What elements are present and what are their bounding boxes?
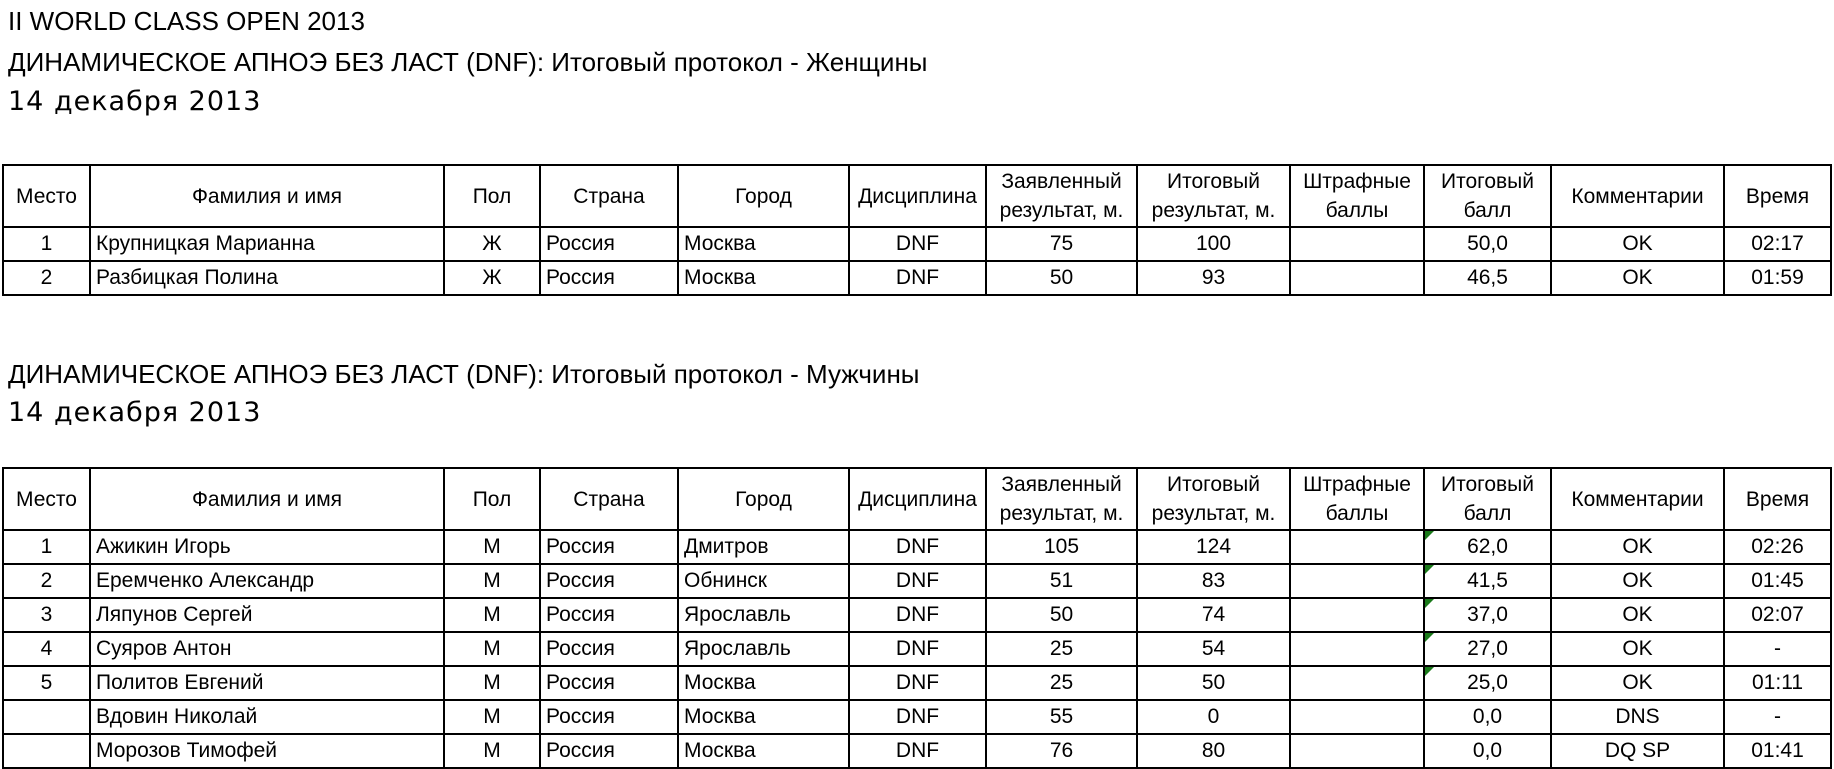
col-time: Время	[1724, 468, 1831, 530]
cell-comment: OK	[1551, 564, 1724, 598]
cell-discipline: DNF	[849, 564, 986, 598]
col-sex: Пол	[444, 165, 540, 227]
cell-sex: М	[444, 734, 540, 768]
col-penalty: Штрафные баллы	[1290, 468, 1424, 530]
cell-country: Россия	[540, 227, 678, 261]
cell-penalty	[1290, 700, 1424, 734]
cell-city: Москва	[678, 700, 849, 734]
cell-penalty	[1290, 734, 1424, 768]
cell-name: Крупницкая Марианна	[90, 227, 444, 261]
cell-comment: OK	[1551, 261, 1724, 295]
cell-comment: OK	[1551, 598, 1724, 632]
cell-name: Морозов Тимофей	[90, 734, 444, 768]
cell-final-result: 83	[1137, 564, 1290, 598]
cell-sex: М	[444, 564, 540, 598]
cell-declared-result: 50	[986, 598, 1137, 632]
cell-place: 5	[3, 666, 90, 700]
table-row	[3, 666, 1831, 700]
col-city: Город	[678, 468, 849, 530]
col-name: Фамилия и имя	[90, 165, 444, 227]
table-row	[3, 734, 1831, 768]
cell-place: 2	[3, 564, 90, 598]
cell-time: 01:41	[1724, 734, 1831, 768]
cell-place	[3, 734, 90, 768]
cell-time: 01:45	[1724, 564, 1831, 598]
col-points: Итоговый балл	[1424, 468, 1551, 530]
cell-sex: Ж	[444, 227, 540, 261]
men-protocol-date: 14 декабря 2013	[8, 397, 262, 428]
cell-penalty	[1290, 564, 1424, 598]
cell-comment: DQ SP	[1551, 734, 1724, 768]
cell-declared-result: 51	[986, 564, 1137, 598]
cell-final-result: 124	[1137, 530, 1290, 564]
col-country: Страна	[540, 468, 678, 530]
cell-city: Дмитров	[678, 530, 849, 564]
table-row	[3, 564, 1831, 598]
cell-comment: OK	[1551, 632, 1724, 666]
cell-name: Политов Евгений	[90, 666, 444, 700]
cell-country: Россия	[540, 564, 678, 598]
cell-name: Разбицкая Полина	[90, 261, 444, 295]
cell-city: Москва	[678, 227, 849, 261]
cell-city: Ярославль	[678, 632, 849, 666]
cell-declared-result: 50	[986, 261, 1137, 295]
cell-discipline: DNF	[849, 666, 986, 700]
cell-sex: Ж	[444, 261, 540, 295]
cell-penalty	[1290, 598, 1424, 632]
cell-final-result: 50	[1137, 666, 1290, 700]
cell-country: Россия	[540, 598, 678, 632]
table-row	[3, 261, 1831, 295]
cell-points: 25,0	[1424, 666, 1551, 700]
cell-final-result: 0	[1137, 700, 1290, 734]
col-time: Время	[1724, 165, 1831, 227]
cell-penalty	[1290, 632, 1424, 666]
cell-sex: М	[444, 530, 540, 564]
cell-declared-result: 55	[986, 700, 1137, 734]
cell-points: 37,0	[1424, 598, 1551, 632]
women-protocol-date: 14 декабря 2013	[8, 86, 262, 117]
cell-sex: М	[444, 700, 540, 734]
men-protocol-title: ДИНАМИЧЕСКОЕ АПНОЭ БЕЗ ЛАСТ (DNF): Итоговый протокол - Мужчины	[8, 359, 920, 389]
cell-city: Обнинск	[678, 564, 849, 598]
col-penalty: Штрафные баллы	[1290, 165, 1424, 227]
cell-city: Ярославль	[678, 598, 849, 632]
cell-city: Москва	[678, 261, 849, 295]
cell-city: Москва	[678, 734, 849, 768]
col-discipline: Дисциплина	[849, 468, 986, 530]
cell-declared-result: 75	[986, 227, 1137, 261]
cell-time: 01:59	[1724, 261, 1831, 295]
cell-comment: OK	[1551, 666, 1724, 700]
col-declared: Заявленный результат, м.	[986, 468, 1137, 530]
cell-time: 01:11	[1724, 666, 1831, 700]
table-row	[3, 700, 1831, 734]
cell-discipline: DNF	[849, 261, 986, 295]
men-header-row	[3, 468, 1831, 530]
cell-name: Ляпунов Сергей	[90, 598, 444, 632]
col-city: Город	[678, 165, 849, 227]
cell-comment: DNS	[1551, 700, 1724, 734]
cell-points: 50,0	[1424, 227, 1551, 261]
cell-points: 27,0	[1424, 632, 1551, 666]
table-row	[3, 598, 1831, 632]
col-place: Место	[3, 165, 90, 227]
cell-name: Суяров Антон	[90, 632, 444, 666]
cell-sex: М	[444, 598, 540, 632]
cell-country: Россия	[540, 632, 678, 666]
col-declared: Заявленный результат, м.	[986, 165, 1137, 227]
cell-discipline: DNF	[849, 530, 986, 564]
cell-discipline: DNF	[849, 598, 986, 632]
cell-country: Россия	[540, 530, 678, 564]
cell-points: 46,5	[1424, 261, 1551, 295]
women-header-row	[3, 165, 1831, 227]
cell-time: 02:26	[1724, 530, 1831, 564]
cell-sex: М	[444, 632, 540, 666]
cell-declared-result: 105	[986, 530, 1137, 564]
cell-time: -	[1724, 632, 1831, 666]
cell-comment: OK	[1551, 227, 1724, 261]
cell-time: 02:07	[1724, 598, 1831, 632]
cell-place: 1	[3, 530, 90, 564]
women-protocol-title: ДИНАМИЧЕСКОЕ АПНОЭ БЕЗ ЛАСТ (DNF): Итоговый протокол - Женщины	[8, 47, 928, 77]
cell-country: Россия	[540, 734, 678, 768]
cell-name: Вдовин Николай	[90, 700, 444, 734]
col-discipline: Дисциплина	[849, 165, 986, 227]
cell-place	[3, 700, 90, 734]
col-place: Место	[3, 468, 90, 530]
table-row	[3, 632, 1831, 666]
cell-time: -	[1724, 700, 1831, 734]
cell-place: 1	[3, 227, 90, 261]
col-name: Фамилия и имя	[90, 468, 444, 530]
col-country: Страна	[540, 165, 678, 227]
cell-country: Россия	[540, 261, 678, 295]
col-comments: Комментарии	[1551, 165, 1724, 227]
cell-discipline: DNF	[849, 700, 986, 734]
cell-final-result: 74	[1137, 598, 1290, 632]
cell-points: 41,5	[1424, 564, 1551, 598]
cell-points: 62,0	[1424, 530, 1551, 564]
cell-penalty	[1290, 227, 1424, 261]
table-row	[3, 530, 1831, 564]
cell-final-result: 54	[1137, 632, 1290, 666]
cell-place: 2	[3, 261, 90, 295]
cell-time: 02:17	[1724, 227, 1831, 261]
cell-points: 0,0	[1424, 700, 1551, 734]
col-comments: Комментарии	[1551, 468, 1724, 530]
cell-place: 3	[3, 598, 90, 632]
cell-points: 0,0	[1424, 734, 1551, 768]
cell-discipline: DNF	[849, 632, 986, 666]
cell-penalty	[1290, 530, 1424, 564]
cell-discipline: DNF	[849, 734, 986, 768]
cell-country: Россия	[540, 666, 678, 700]
col-points: Итоговый балл	[1424, 165, 1551, 227]
cell-country: Россия	[540, 700, 678, 734]
cell-name: Ажикин Игорь	[90, 530, 444, 564]
col-sex: Пол	[444, 468, 540, 530]
cell-sex: М	[444, 666, 540, 700]
col-final: Итоговый результат, м.	[1137, 468, 1290, 530]
table-row	[3, 227, 1831, 261]
cell-penalty	[1290, 261, 1424, 295]
women-results-table	[2, 164, 1832, 296]
cell-declared-result: 76	[986, 734, 1137, 768]
cell-penalty	[1290, 666, 1424, 700]
cell-city: Москва	[678, 666, 849, 700]
cell-declared-result: 25	[986, 666, 1137, 700]
cell-discipline: DNF	[849, 227, 986, 261]
cell-place: 4	[3, 632, 90, 666]
cell-final-result: 100	[1137, 227, 1290, 261]
cell-final-result: 93	[1137, 261, 1290, 295]
cell-declared-result: 25	[986, 632, 1137, 666]
cell-comment: OK	[1551, 530, 1724, 564]
cell-name: Еремченко Александр	[90, 564, 444, 598]
cell-final-result: 80	[1137, 734, 1290, 768]
event-title: II WORLD CLASS OPEN 2013	[8, 6, 365, 36]
col-final: Итоговый результат, м.	[1137, 165, 1290, 227]
men-results-table	[2, 467, 1832, 769]
